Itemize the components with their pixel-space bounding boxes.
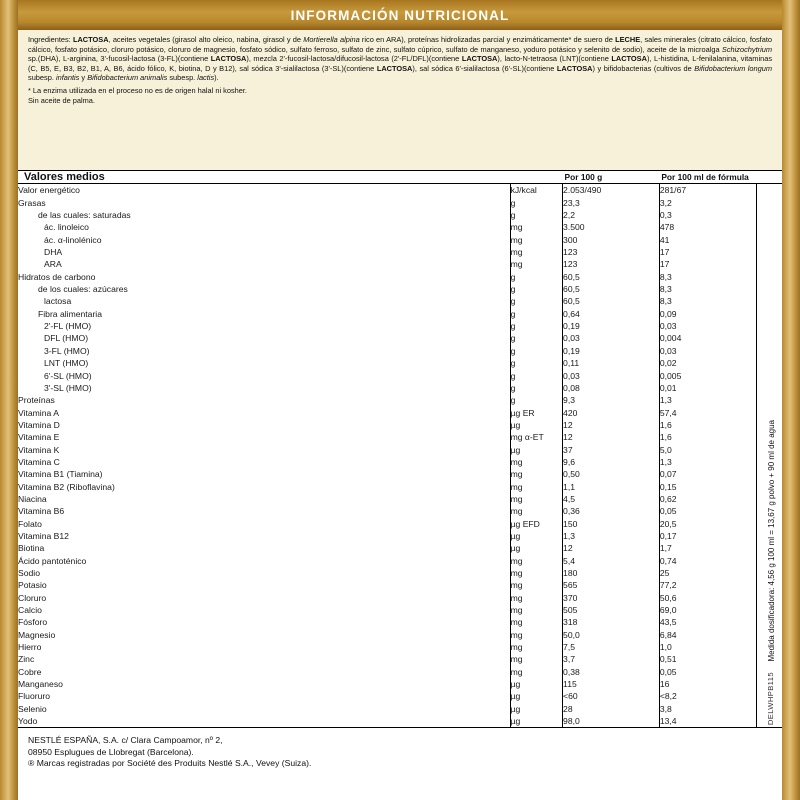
row-value-per-100g: 565 — [563, 579, 660, 591]
row-value-per-100g: 2,2 — [563, 209, 660, 221]
footer-block — [18, 731, 782, 770]
row-value-per-100ml: 0,03 — [659, 320, 756, 332]
row-nutrient-name: Hierro — [18, 641, 510, 653]
row-nutrient-name: 2'-FL (HMO) — [18, 320, 510, 332]
footer-line-3: ® Marcas registradas por Société des Produits Nestlé S.A., Vevey (Suiza). — [28, 758, 312, 769]
row-value-per-100ml: 3,2 — [659, 197, 756, 209]
row-value-per-100ml: 0,01 — [659, 382, 756, 394]
row-value-per-100ml: 3,8 — [659, 703, 756, 715]
row-nutrient-name: Vitamina B2 (Riboflavina) — [18, 481, 510, 493]
table-row — [18, 184, 782, 197]
footer-line-1: NESTLÉ ESPAÑA, S.A. c/ Clara Campoamor, nº 2, — [28, 735, 223, 746]
table-row — [18, 258, 782, 270]
table-row — [18, 283, 782, 295]
row-value-per-100ml: 8,3 — [659, 283, 756, 295]
row-unit: µg — [510, 703, 562, 715]
table-row — [18, 394, 782, 406]
table-row — [18, 604, 782, 616]
row-value-per-100ml: 0,62 — [659, 493, 756, 505]
row-value-per-100ml: 57,4 — [659, 407, 756, 419]
row-value-per-100ml: 41 — [659, 234, 756, 246]
ingredients-note-enzyme: * La enzima utilizada en el proceso no es de origen halal ni kosher. — [28, 85, 247, 95]
table-row — [18, 444, 782, 456]
row-nutrient-name: Yodo — [18, 715, 510, 727]
table-row — [18, 666, 782, 678]
row-value-per-100ml: 0,005 — [659, 370, 756, 382]
row-value-per-100g: 23,3 — [563, 197, 660, 209]
row-unit: µg EFD — [510, 518, 562, 530]
table-row — [18, 271, 782, 283]
row-nutrient-name: Vitamina A — [18, 407, 510, 419]
table-row — [18, 345, 782, 357]
table-row — [18, 234, 782, 246]
left-gold-border — [0, 0, 18, 800]
row-value-per-100ml: 1,6 — [659, 431, 756, 443]
row-unit: µg — [510, 542, 562, 554]
row-nutrient-name: Vitamina B6 — [18, 505, 510, 517]
table-row — [18, 592, 782, 604]
row-unit: µg — [510, 715, 562, 727]
row-unit: g — [510, 295, 562, 307]
row-value-per-100ml: 17 — [659, 246, 756, 258]
row-value-per-100g: 12 — [563, 542, 660, 554]
row-value-per-100g: 1,3 — [563, 530, 660, 542]
column-header-unit — [510, 171, 562, 184]
table-row — [18, 481, 782, 493]
row-value-per-100ml: 0,15 — [659, 481, 756, 493]
row-unit: g — [510, 308, 562, 320]
row-value-per-100ml: 20,5 — [659, 518, 756, 530]
table-row — [18, 332, 782, 344]
table-row — [18, 468, 782, 480]
row-value-per-100g: 3,7 — [563, 653, 660, 665]
row-nutrient-name: Manganeso — [18, 678, 510, 690]
row-value-per-100ml: 1,6 — [659, 419, 756, 431]
row-unit: mg — [510, 567, 562, 579]
label-content — [18, 0, 782, 800]
table-header-row — [18, 171, 782, 184]
row-nutrient-name: Zinc — [18, 653, 510, 665]
table-row — [18, 616, 782, 628]
row-unit: µg — [510, 419, 562, 431]
table-row — [18, 246, 782, 258]
row-unit: mg — [510, 481, 562, 493]
table-row — [18, 715, 782, 727]
row-unit: mg — [510, 579, 562, 591]
row-unit: g — [510, 357, 562, 369]
row-nutrient-name: de las cuales: saturadas — [18, 209, 510, 221]
row-unit: mg — [510, 653, 562, 665]
row-value-per-100g: 37 — [563, 444, 660, 456]
row-value-per-100g: 12 — [563, 419, 660, 431]
row-unit: µg — [510, 690, 562, 702]
row-value-per-100g: 115 — [563, 678, 660, 690]
row-value-per-100ml: 0,74 — [659, 555, 756, 567]
ingredients-note-palm: Sin aceite de palma. — [28, 95, 95, 105]
row-value-per-100g: 123 — [563, 246, 660, 258]
row-value-per-100g: 318 — [563, 616, 660, 628]
row-value-per-100ml: 281/67 — [659, 184, 756, 197]
table-row — [18, 641, 782, 653]
row-unit: mg — [510, 221, 562, 233]
row-value-per-100ml: 8,3 — [659, 295, 756, 307]
row-unit: mg — [510, 234, 562, 246]
row-value-per-100ml: 16 — [659, 678, 756, 690]
header-band — [18, 0, 782, 30]
row-value-per-100g: 3.500 — [563, 221, 660, 233]
row-unit: mg — [510, 629, 562, 641]
row-value-per-100g: 505 — [563, 604, 660, 616]
row-value-per-100g: 50,0 — [563, 629, 660, 641]
row-value-per-100ml: 5,0 — [659, 444, 756, 456]
row-value-per-100ml: 8,3 — [659, 271, 756, 283]
row-value-per-100ml: 25 — [659, 567, 756, 579]
row-unit: mg — [510, 592, 562, 604]
table-row — [18, 703, 782, 715]
nutrition-table-wrap — [18, 170, 782, 727]
row-nutrient-name: 3-FL (HMO) — [18, 345, 510, 357]
table-row — [18, 320, 782, 332]
row-value-per-100ml: 43,5 — [659, 616, 756, 628]
row-value-per-100g: 0,36 — [563, 505, 660, 517]
row-unit: g — [510, 370, 562, 382]
row-value-per-100g: <60 — [563, 690, 660, 702]
row-value-per-100g: 9,3 — [563, 394, 660, 406]
row-value-per-100ml: 6,84 — [659, 629, 756, 641]
row-unit: kJ/kcal — [510, 184, 562, 197]
table-row — [18, 505, 782, 517]
row-nutrient-name: Folato — [18, 518, 510, 530]
row-nutrient-name: ARA — [18, 258, 510, 270]
row-nutrient-name: Biotina — [18, 542, 510, 554]
table-row — [18, 518, 782, 530]
scoop-measure-note: Medida dosificadora: 4,56 g 100 ml = 13,67 g polvo + 90 ml de agua — [766, 420, 776, 662]
row-value-per-100ml: 0,05 — [659, 505, 756, 517]
row-unit: mg — [510, 493, 562, 505]
row-value-per-100g: 5,4 — [563, 555, 660, 567]
row-nutrient-name: Magnesio — [18, 629, 510, 641]
row-nutrient-name: Vitamina D — [18, 419, 510, 431]
row-unit: µg — [510, 678, 562, 690]
row-value-per-100g: 60,5 — [563, 295, 660, 307]
row-nutrient-name: Calcio — [18, 604, 510, 616]
row-value-per-100g: 123 — [563, 258, 660, 270]
row-value-per-100ml: 0,3 — [659, 209, 756, 221]
row-value-per-100ml: 478 — [659, 221, 756, 233]
row-value-per-100g: 60,5 — [563, 283, 660, 295]
row-value-per-100g: 12 — [563, 431, 660, 443]
row-nutrient-name: Vitamina E — [18, 431, 510, 443]
row-nutrient-name: de los cuales: azúcares — [18, 283, 510, 295]
row-nutrient-name: ác. linoleico — [18, 221, 510, 233]
column-header-per100ml: Por 100 ml de fórmula — [659, 171, 756, 184]
row-unit: µg — [510, 444, 562, 456]
row-unit: g — [510, 332, 562, 344]
table-row — [18, 357, 782, 369]
row-nutrient-name: Cloruro — [18, 592, 510, 604]
row-value-per-100g: 28 — [563, 703, 660, 715]
row-value-per-100ml: 0,51 — [659, 653, 756, 665]
row-value-per-100g: 420 — [563, 407, 660, 419]
row-value-per-100ml: 77,2 — [659, 579, 756, 591]
table-row — [18, 567, 782, 579]
row-unit: mg — [510, 258, 562, 270]
row-unit: mg — [510, 641, 562, 653]
row-unit: mg — [510, 468, 562, 480]
row-unit: g — [510, 271, 562, 283]
row-value-per-100g: 0,38 — [563, 666, 660, 678]
row-value-per-100g: 9,6 — [563, 456, 660, 468]
row-value-per-100ml: 1,3 — [659, 456, 756, 468]
column-header-name: Valores medios — [18, 171, 510, 184]
table-row — [18, 690, 782, 702]
row-unit: g — [510, 320, 562, 332]
row-unit: g — [510, 345, 562, 357]
row-nutrient-name: lactosa — [18, 295, 510, 307]
row-unit: mg — [510, 666, 562, 678]
row-value-per-100g: 60,5 — [563, 271, 660, 283]
row-unit: mg — [510, 246, 562, 258]
row-nutrient-name: Niacina — [18, 493, 510, 505]
row-nutrient-name: DFL (HMO) — [18, 332, 510, 344]
table-row — [18, 579, 782, 591]
table-row — [18, 382, 782, 394]
row-value-per-100ml: 0,05 — [659, 666, 756, 678]
table-row — [18, 431, 782, 443]
ingredients-block — [18, 30, 782, 170]
row-value-per-100g: 0,03 — [563, 370, 660, 382]
row-value-per-100g: 0,50 — [563, 468, 660, 480]
row-value-per-100ml: 1,3 — [659, 394, 756, 406]
nutrition-table — [18, 170, 782, 727]
row-nutrient-name: Hidratos de carbono — [18, 271, 510, 283]
row-value-per-100ml: 0,02 — [659, 357, 756, 369]
table-row — [18, 209, 782, 221]
row-value-per-100ml: 17 — [659, 258, 756, 270]
table-body — [18, 184, 782, 728]
row-value-per-100g: 0,19 — [563, 320, 660, 332]
table-row — [18, 419, 782, 431]
ingredients-text: Ingredientes: LACTOSA, aceites vegetales (girasol alto oleico, nabina, girasol y de Mortierella alpina rico en ARA), proteínas hidrolizadas parcial y enzimáticamente* de suero de LECHE, sales minerales (citrato cálcico, fosfato cálcico, fosfato potásico, cloruro potásico, cloruro de magnesio, fosfato sódico, sulfato ferroso, sulfato de zinc, sulfato cúprico, sulfato de manganeso, yoduro potásico y selenito de sodio), aceite de la microalga Schizochytrium sp.(DHA), L-arginina, 3'-fucosil-lactosa (3-FL)(contiene LACTOSA), mezcla 2'-fucosil-lactosa/difucosil-lactosa (2'-FL/DFL)(contiene LACTOSA), lacto-N-tetraosa (LNT)(contiene LACTOSA), L-histidina, L-fenilalanina, vitaminas (C, B5, E, B3, B2, B1, A, B6, ácido fólico, K, biotina, D y B12), sal sódica 3'-sialilactosa (3'-SL)(contiene LACTOSA), sal sódica 6'-sialilactosa (6'-SL)(contiene LACTOSA) y bifidobacterias (cultivos de Bifidobacterium longum subesp. infantis y Bifidobacterium animalis subesp. lactis). — [28, 35, 773, 83]
row-value-per-100ml: 69,0 — [659, 604, 756, 616]
row-nutrient-name: Vitamina B1 (Tiamina) — [18, 468, 510, 480]
right-gold-border — [782, 0, 800, 800]
row-value-per-100g: 180 — [563, 567, 660, 579]
row-nutrient-name: ác. α-linolénico — [18, 234, 510, 246]
row-nutrient-name: Fibra alimentaria — [18, 308, 510, 320]
row-value-per-100g: 7,5 — [563, 641, 660, 653]
row-nutrient-name: 6'-SL (HMO) — [18, 370, 510, 382]
table-row — [18, 221, 782, 233]
table-row — [18, 197, 782, 209]
row-value-per-100g: 0,19 — [563, 345, 660, 357]
row-value-per-100ml: 50,6 — [659, 592, 756, 604]
row-nutrient-name: 3'-SL (HMO) — [18, 382, 510, 394]
table-bottom-rule — [18, 727, 782, 728]
row-unit: g — [510, 283, 562, 295]
table-row — [18, 370, 782, 382]
row-unit: mg — [510, 555, 562, 567]
row-value-per-100g: 150 — [563, 518, 660, 530]
row-unit: g — [510, 382, 562, 394]
row-unit: g — [510, 394, 562, 406]
row-value-per-100ml: 1,0 — [659, 641, 756, 653]
row-nutrient-name: DHA — [18, 246, 510, 258]
row-value-per-100g: 370 — [563, 592, 660, 604]
row-nutrient-name: Proteínas — [18, 394, 510, 406]
row-value-per-100ml: 13,4 — [659, 715, 756, 727]
row-value-per-100ml: 1,7 — [659, 542, 756, 554]
row-nutrient-name: Potasio — [18, 579, 510, 591]
row-value-per-100g: 0,64 — [563, 308, 660, 320]
table-row — [18, 456, 782, 468]
table-row — [18, 530, 782, 542]
row-value-per-100ml: 0,004 — [659, 332, 756, 344]
row-nutrient-name: Vitamina C — [18, 456, 510, 468]
column-header-per100g: Por 100 g — [563, 171, 660, 184]
table-row — [18, 653, 782, 665]
table-row — [18, 493, 782, 505]
row-nutrient-name: Vitamina K — [18, 444, 510, 456]
row-value-per-100g: 2.053/490 — [563, 184, 660, 197]
row-side-spacer — [756, 184, 782, 728]
row-value-per-100g: 98,0 — [563, 715, 660, 727]
row-value-per-100ml: 0,09 — [659, 308, 756, 320]
row-nutrient-name: Ácido pantoténico — [18, 555, 510, 567]
table-row — [18, 542, 782, 554]
row-value-per-100ml: 0,17 — [659, 530, 756, 542]
row-unit: µg — [510, 530, 562, 542]
row-value-per-100ml: 0,03 — [659, 345, 756, 357]
row-nutrient-name: LNT (HMO) — [18, 357, 510, 369]
row-nutrient-name: Vitamina B12 — [18, 530, 510, 542]
row-nutrient-name: Selenio — [18, 703, 510, 715]
row-nutrient-name: Fósforo — [18, 616, 510, 628]
row-value-per-100g: 1,1 — [563, 481, 660, 493]
row-nutrient-name: Grasas — [18, 197, 510, 209]
row-unit: mg — [510, 604, 562, 616]
row-value-per-100g: 300 — [563, 234, 660, 246]
row-nutrient-name: Cobre — [18, 666, 510, 678]
row-nutrient-name: Valor energético — [18, 184, 510, 197]
row-value-per-100g: 4,5 — [563, 493, 660, 505]
table-row — [18, 308, 782, 320]
footer-line-2: 08950 Esplugues de Llobregat (Barcelona). — [28, 746, 194, 757]
row-unit: µg ER — [510, 407, 562, 419]
row-nutrient-name: Fluoruro — [18, 690, 510, 702]
row-value-per-100g: 0,11 — [563, 357, 660, 369]
table-row — [18, 678, 782, 690]
row-unit: mg — [510, 505, 562, 517]
row-unit: mg α-ET — [510, 431, 562, 443]
row-value-per-100ml: 0,07 — [659, 468, 756, 480]
table-row — [18, 555, 782, 567]
table-row — [18, 407, 782, 419]
column-header-side — [756, 171, 782, 184]
table-row — [18, 295, 782, 307]
row-value-per-100ml: <8,2 — [659, 690, 756, 702]
row-unit: g — [510, 209, 562, 221]
page-title: INFORMACIÓN NUTRICIONAL — [290, 7, 510, 23]
row-nutrient-name: Sodio — [18, 567, 510, 579]
table-row — [18, 629, 782, 641]
row-unit: mg — [510, 456, 562, 468]
batch-code: DELWHPB115 — [765, 672, 775, 726]
row-unit: g — [510, 197, 562, 209]
row-value-per-100g: 0,03 — [563, 332, 660, 344]
row-unit: mg — [510, 616, 562, 628]
row-value-per-100g: 0,08 — [563, 382, 660, 394]
